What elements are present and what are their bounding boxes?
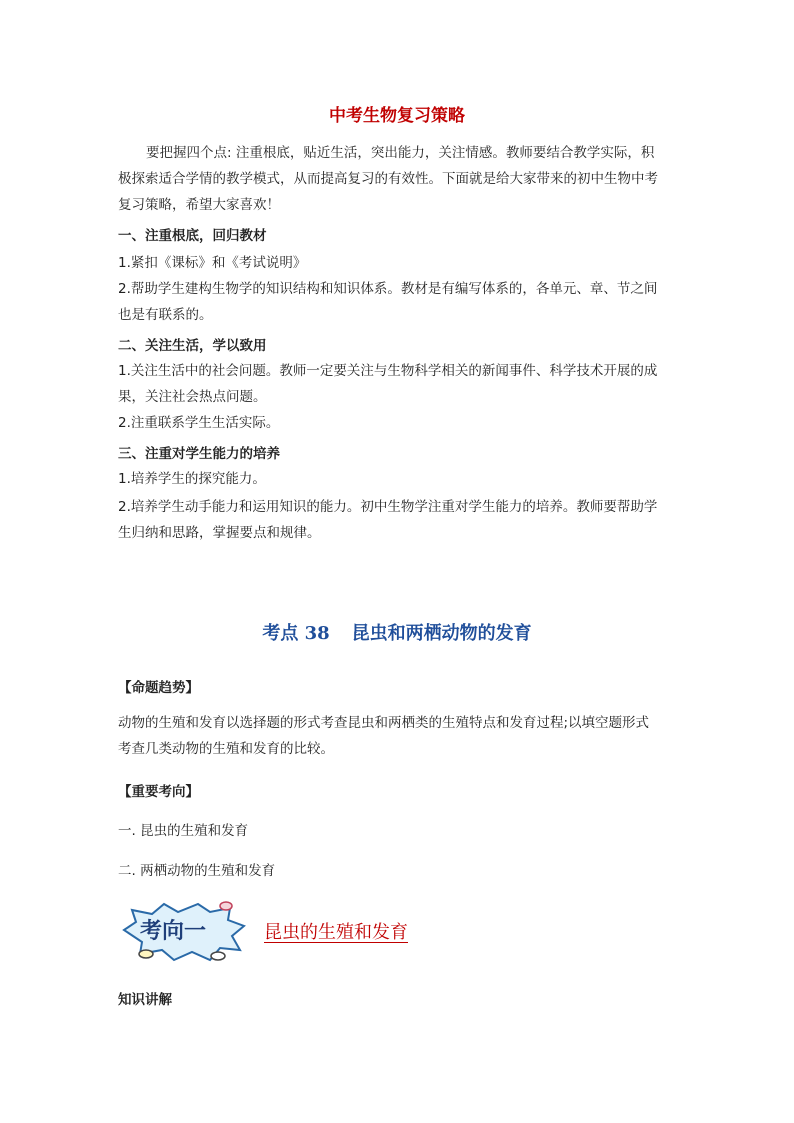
badge-dot-icon bbox=[220, 902, 232, 910]
important-heading: 【重要考向】 bbox=[118, 784, 199, 800]
section-1-item-2-line-2: 也是有联系的。 bbox=[118, 307, 213, 323]
section-3-item-2-line-2: 生归纳和思路，掌握要点和规律。 bbox=[118, 525, 321, 541]
badge-oval-icon bbox=[139, 950, 153, 958]
section-2-item-2: 2.注重联系学生生活实际。 bbox=[118, 415, 280, 431]
kaodian-label: 考点 38 bbox=[262, 623, 330, 644]
section-1-item-2-line-1: 2.帮助学生建构生物学的知识结构和知识体系。教材是有编写体系的，各单元、章、节之间 bbox=[118, 281, 658, 297]
important-item-1: 一. 昆虫的生殖和发育 bbox=[118, 823, 249, 839]
section-1-item-1: 1.紧扣《课标》和《考试说明》 bbox=[118, 255, 307, 271]
direction-1-title: 昆虫的生殖和发育 bbox=[264, 922, 408, 943]
kaodian-topic: 昆虫和两栖动物的发育 bbox=[351, 623, 532, 644]
important-item-2: 二. 两栖动物的生殖和发育 bbox=[118, 863, 276, 879]
trend-line-2: 考查几类动物的生殖和发育的比较。 bbox=[118, 741, 334, 757]
knowledge-heading: 知识讲解 bbox=[118, 992, 172, 1008]
section-3-item-2-line-1: 2.培养学生动手能力和运用知识的能力。初中生物学注重对学生能力的培养。教师要帮助学 bbox=[118, 499, 658, 515]
kaodian-title bbox=[0, 619, 794, 645]
section-2-item-1-line-1: 1.关注生活中的社会问题。教师一定要关注与生物科学相关的新闻事件、科学技术开展的成 bbox=[118, 363, 658, 379]
badge-label: 考向一 bbox=[140, 918, 207, 944]
section-3-item-1: 1.培养学生的探究能力。 bbox=[118, 471, 266, 487]
section-1-heading: 一、注重根底，回归教材 bbox=[118, 228, 267, 244]
section-3-heading: 三、注重对学生能力的培养 bbox=[118, 446, 280, 462]
intro-line-3: 复习策略，希望大家喜欢！ bbox=[118, 197, 280, 213]
trend-line-1: 动物的生殖和发育以选择题的形式考查昆虫和两栖类的生殖特点和发育过程;以填空题形式 bbox=[118, 715, 650, 731]
direction-badge bbox=[118, 900, 250, 964]
badge-oval-icon bbox=[211, 952, 225, 960]
page-title: 中考生物复习策略 bbox=[329, 106, 465, 126]
trend-heading: 【命题趋势】 bbox=[118, 680, 199, 696]
section-2-item-1-line-2: 果，关注社会热点问题。 bbox=[118, 389, 267, 405]
intro-line-1: 要把握四个点: 注重根底，贴近生活，突出能力，关注情感。教师要结合教学实际，积 bbox=[146, 145, 655, 161]
section-2-heading: 二、关注生活，学以致用 bbox=[118, 338, 267, 354]
intro-line-2: 极探索适合学情的教学模式，从而提高复习的有效性。下面就是给大家带来的初中生物中考 bbox=[118, 171, 658, 187]
